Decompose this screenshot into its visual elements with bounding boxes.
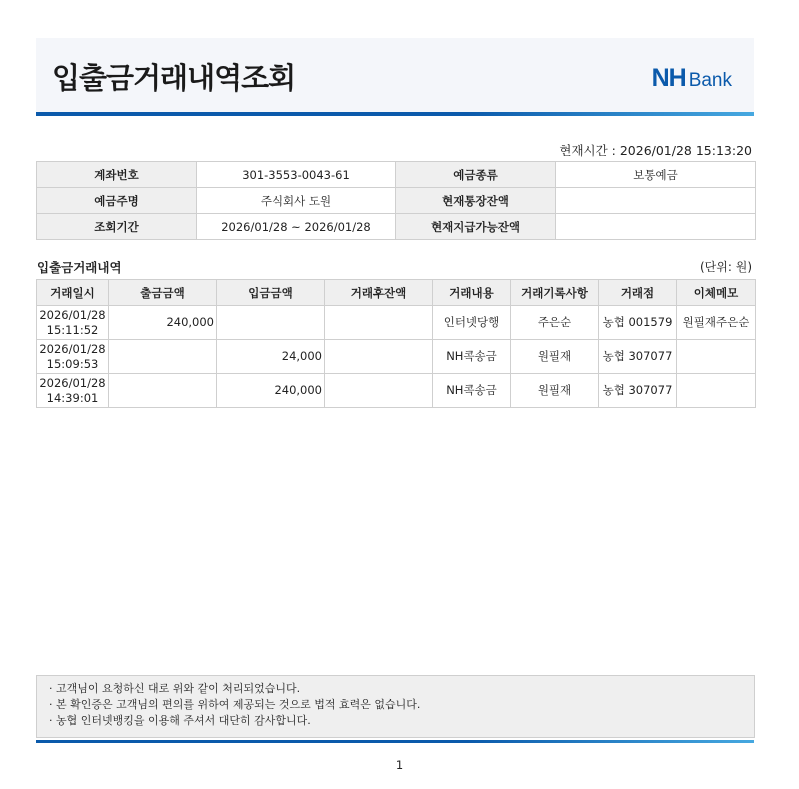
notice-box [36, 675, 755, 738]
transaction-datetime [37, 340, 109, 374]
balance-value [556, 188, 756, 214]
page-number: 1 [395, 758, 404, 772]
balance-after [325, 374, 433, 408]
deposit-type-label: 예금종류 [396, 162, 556, 188]
transaction-datetime [37, 374, 109, 408]
deposit-amount [217, 306, 325, 340]
notice-line: · 본 확인증은 고객님의 편의를 위하여 제공되는 것으로 법적 효력은 없습니다. [49, 698, 421, 711]
owner-label: 예금주명 [37, 188, 197, 214]
withdrawal-amount [109, 374, 217, 408]
withdrawal-amount [109, 340, 217, 374]
notice-line: · 농협 인터넷뱅킹을 이용해 주셔서 대단히 감사합니다. [49, 714, 311, 727]
transaction-branch: 농협 307077 [599, 340, 677, 374]
deposit-type-value: 보통예금 [556, 162, 756, 188]
transaction-content: NH콕송금 [433, 374, 511, 408]
transaction-record: 원필재 [511, 374, 599, 408]
logo-nh-text: NH [651, 64, 686, 92]
transaction-branch: 농협 001579 [599, 306, 677, 340]
unit-label: (단위: 원) [700, 260, 752, 274]
column-header: 거래내용 [433, 280, 511, 306]
column-header: 거래점 [599, 280, 677, 306]
account-info-row [37, 214, 756, 240]
available-balance-label: 현재지급가능잔액 [396, 214, 556, 240]
transaction-branch: 농협 307077 [599, 374, 677, 408]
transaction-content: 인터넷당행 [433, 306, 511, 340]
footer-divider [36, 740, 754, 743]
transaction-content: NH콕송금 [433, 340, 511, 374]
transaction-record: 원필재 [511, 340, 599, 374]
account-info-row [37, 162, 756, 188]
page-header [36, 38, 754, 112]
page-title: 입출금거래내역조회 [52, 61, 296, 95]
available-balance-value [556, 214, 756, 240]
owner-value: 주식회사 도원 [197, 188, 396, 214]
transactions-section-title: 입출금거래내역 [37, 260, 122, 275]
period-value: 2026/01/28 ~ 2026/01/28 [197, 214, 396, 240]
transfer-memo [677, 340, 756, 374]
withdrawal-amount: 240,000 [109, 306, 217, 340]
column-header: 거래일시 [37, 280, 109, 306]
account-info-table [36, 161, 756, 240]
column-header: 거래기록사항 [511, 280, 599, 306]
period-label: 조회기간 [37, 214, 197, 240]
deposit-amount: 240,000 [217, 374, 325, 408]
table-row [37, 306, 756, 340]
transaction-time: 15:11:52 [46, 322, 99, 337]
balance-after [325, 340, 433, 374]
transactions-table [36, 279, 756, 408]
column-header: 거래후잔액 [325, 280, 433, 306]
transaction-datetime [37, 306, 109, 340]
transaction-date: 2026/01/28 [39, 307, 106, 322]
column-header: 출금금액 [109, 280, 217, 306]
balance-label: 현재통장잔액 [396, 188, 556, 214]
header-divider [36, 112, 754, 116]
transaction-record: 주은순 [511, 306, 599, 340]
transaction-time: 14:39:01 [46, 390, 99, 405]
transactions-header-row [37, 280, 756, 306]
logo-bank-text: Bank [688, 70, 732, 91]
transfer-memo: 원필재주은순 [677, 306, 756, 340]
transaction-date: 2026/01/28 [39, 341, 106, 356]
table-row [37, 374, 756, 408]
deposit-amount: 24,000 [217, 340, 325, 374]
account-number-value: 301-3553-0043-61 [197, 162, 396, 188]
current-time: 현재시간 : 2026/01/28 15:13:20 [559, 143, 752, 158]
table-row [37, 340, 756, 374]
transaction-date: 2026/01/28 [39, 375, 106, 390]
nh-bank-logo [651, 64, 732, 92]
balance-after [325, 306, 433, 340]
account-number-label: 계좌번호 [37, 162, 197, 188]
column-header: 이체메모 [677, 280, 756, 306]
notice-line: · 고객님이 요청하신 대로 위와 같이 처리되었습니다. [49, 682, 301, 695]
account-info-row [37, 188, 756, 214]
transaction-time: 15:09:53 [46, 356, 99, 371]
transfer-memo [677, 374, 756, 408]
column-header: 입금금액 [217, 280, 325, 306]
